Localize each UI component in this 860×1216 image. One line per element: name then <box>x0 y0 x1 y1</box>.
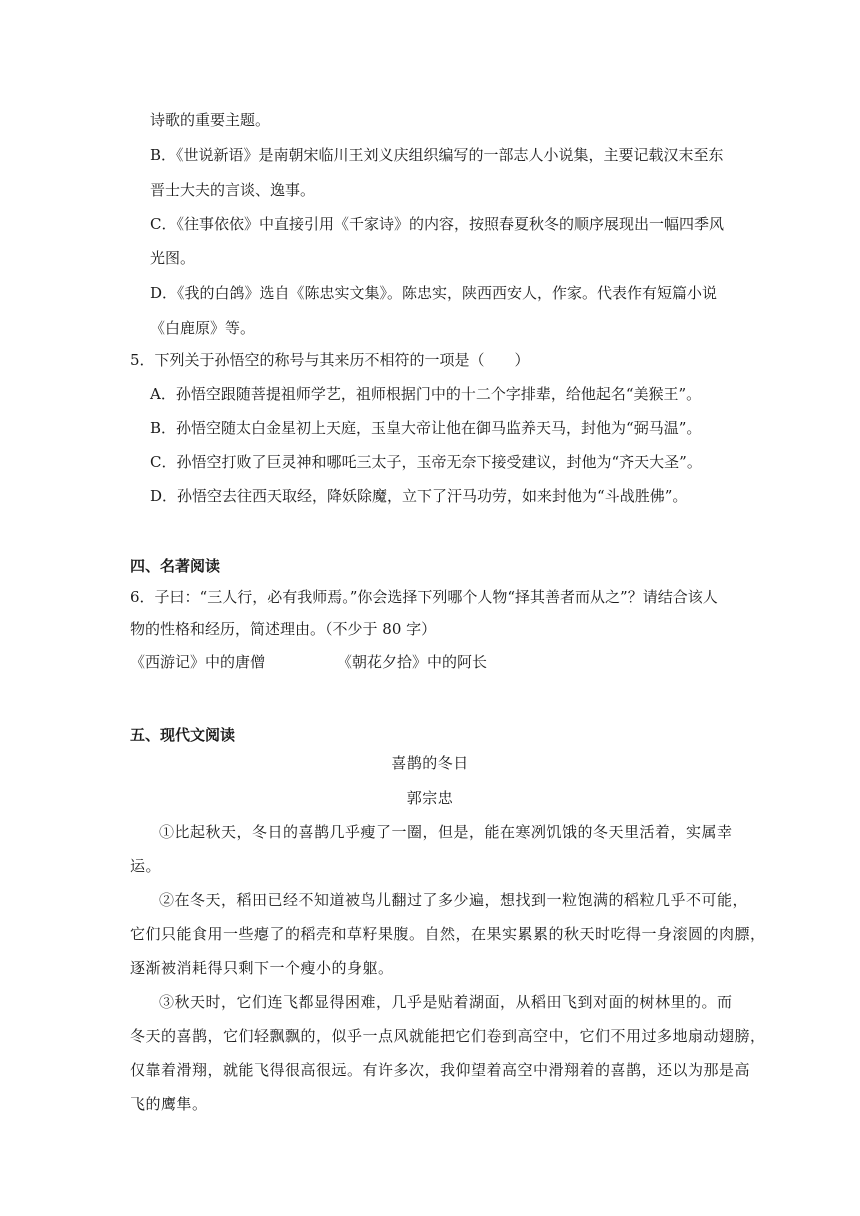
question-5-option-b: B．孙悟空随太白金星初上天庭，玉皇大帝让他在御马监养天马，封他为“弼马温”。 <box>150 419 702 437</box>
question-5-option-d: D．孙悟空去往西天取经，降妖除魔，立下了汗马功劳，如来封他为“斗战胜佛”。 <box>150 487 688 505</box>
question-6-choice-2: 《朝花夕拾》中的阿长 <box>337 653 488 671</box>
question-6-stem-continued: 物的性格和经历，简述理由。（不少于 80 字） <box>130 620 437 638</box>
paragraph-3-line-3: 仅靠着滑翔，就能飞得很高很远。有许多次，我仰望着高空中滑翔着的喜鹊，还以为那是高 <box>130 1061 751 1079</box>
paragraph-2-line-2: 它们只能食用一些瘪了的稻壳和草籽果腹。自然，在果实累累的秋天时吃得一身滚圆的肉膘， <box>130 925 766 943</box>
paragraph-1: ①比起秋天，冬日的喜鹊几乎瘦了一圈，但是，能在寒冽饥饿的冬天里活着，实属幸 <box>159 823 733 841</box>
question-4-option-d: D．《我的白鸽》选自《陈忠实文集》。陈忠实，陕西西安人，作家。代表作有短篇小说 <box>150 284 718 302</box>
question-4-option-c-continued: 光图。 <box>150 249 196 267</box>
question-5-option-a: A．孙悟空跟随菩提祖师学艺，祖师根据门中的十二个字排辈，给他起名“美猴王”。 <box>150 385 702 403</box>
article-title: 喜鹊的冬日 <box>391 754 469 772</box>
question-6-choice-1: 《西游记》中的唐僧 <box>130 653 266 671</box>
question-4-text: 诗歌的重要主题。 <box>150 111 271 129</box>
paragraph-3: ③秋天时，它们连飞都显得困难，几乎是贴着湖面，从稻田飞到对面的树林里的。而 <box>159 993 733 1011</box>
paragraph-3-line-2: 冬天的喜鹊，它们轻飘飘的，似乎一点风就能把它们卷到高空中，它们不用过多地扇动翅膀， <box>130 1027 766 1045</box>
section-5-heading: 五、现代文阅读 <box>130 726 236 744</box>
question-4-option-c: C．《往事依依》中直接引用《千家诗》的内容，按照春夏秋冬的顺序展现出一幅四季风 <box>150 215 724 233</box>
question-5-option-c: C．孙悟空打败了巨灵神和哪吒三太子，玉帝无奈下接受建议，封他为“齐天大圣”。 <box>150 453 702 471</box>
question-6-stem: 6．子曰：“三人行，必有我师焉。”你会选择下列哪个人物“择其善者而从之”？请结合该人 <box>130 588 718 606</box>
article-author: 郭宗忠 <box>406 789 454 807</box>
question-4-option-b: B．《世说新语》是南朝宋临川王刘义庆组织编写的一部志人小说集，主要记载汉末至东 <box>150 146 724 164</box>
paragraph-2: ②在冬天，稻田已经不知道被鸟儿翻过了多少遍，想找到一粒饱满的稻粒几乎不可能， <box>159 891 749 909</box>
section-4-heading: 四、名著阅读 <box>130 557 221 575</box>
paragraph-2-line-3: 逐渐被消耗得只剩下一个瘦小的身躯。 <box>130 959 394 977</box>
paragraph-1-continued: 运。 <box>130 857 162 875</box>
question-4-option-d-continued: 《白鹿原》等。 <box>150 319 256 337</box>
question-4-option-b-continued: 晋士大夫的言谈、逸事。 <box>150 181 316 199</box>
question-5-stem: 5．下列关于孙悟空的称号与其来历不相符的一项是（ ） <box>130 351 530 369</box>
paragraph-3-line-4: 飞的鹰隼。 <box>130 1095 208 1113</box>
